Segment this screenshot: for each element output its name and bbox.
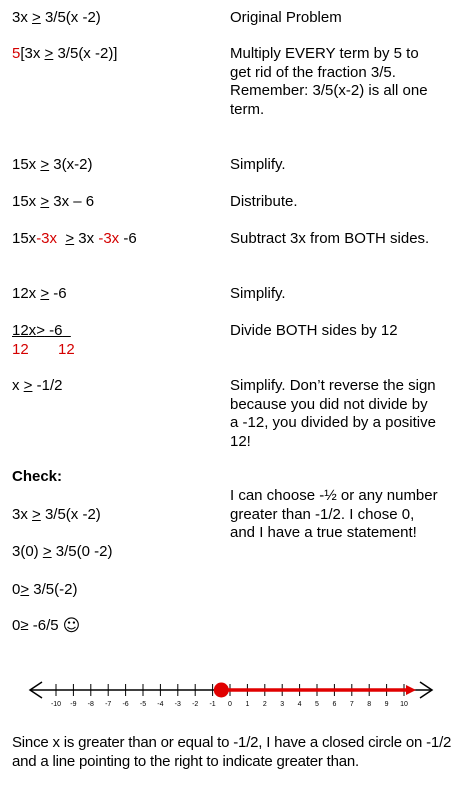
smiley-icon: ☺ — [62, 616, 81, 636]
step-4-expression — [12, 193, 94, 211]
expr-text: 15x — [12, 230, 37, 247]
step-3-expression — [12, 156, 92, 174]
tick-label: -5 — [139, 701, 147, 708]
expr-text: 3/5(x -2)] — [53, 45, 118, 62]
check-line-1 — [12, 506, 101, 524]
expr-text: 0 — [12, 581, 21, 598]
ge-symbol: > — [40, 285, 50, 302]
step-1-expression — [12, 9, 101, 27]
closed-circle — [214, 683, 229, 698]
tick-label: 2 — [262, 701, 267, 708]
step-7-explanation: Divide BOTH sides by 12 — [230, 322, 398, 339]
step-4-explanation: Distribute. — [230, 193, 298, 210]
check-heading: Check: — [12, 468, 63, 485]
expr-text: 0≥ -6/5 — [12, 617, 59, 634]
step-6-explanation: Simplify. — [230, 285, 286, 302]
tick-label: -1 — [209, 701, 216, 708]
ge-symbol: > — [40, 156, 50, 173]
expr-text: 3(x-2) — [49, 156, 93, 173]
expr-text: 3x — [12, 506, 33, 523]
tick-label: 8 — [367, 701, 372, 708]
tick-label: 4 — [297, 701, 302, 708]
step-1-explanation: Original Problem — [230, 9, 342, 26]
numerator-right: -6 — [44, 322, 63, 339]
numerator-left: 12x — [12, 322, 37, 339]
check-note: I can choose -½ or any number greater than -1/2. I chose 0, and I have a true statement! — [230, 487, 438, 541]
tick-label: -9 — [70, 701, 77, 708]
tick-label: -2 — [192, 701, 199, 708]
tick-label: 1 — [245, 701, 250, 708]
tick-label: -7 — [105, 701, 112, 708]
ge-symbol: > — [44, 45, 54, 62]
expr-text: 15x — [12, 156, 41, 173]
check-line-3 — [12, 581, 77, 599]
expr-text: -6 — [119, 230, 137, 247]
ge-symbol: > — [20, 581, 30, 598]
tick-label: 10 — [400, 701, 408, 708]
tick-label: 6 — [332, 701, 337, 708]
red-multiplier: 5 — [12, 45, 21, 62]
check-line-2 — [12, 543, 112, 561]
step-5-expression — [12, 230, 137, 248]
tick-label: -3 — [174, 701, 181, 708]
expr-text: 3/5(0 -2) — [51, 543, 113, 560]
expr-text: 3/5(x -2) — [40, 506, 101, 523]
ge-symbol: > — [40, 193, 50, 210]
expr-text: 3x — [74, 230, 99, 247]
step-7-denominator-left: 12 — [12, 341, 29, 358]
ge-symbol: > — [36, 322, 45, 339]
expr-text: [3x — [20, 45, 45, 62]
tick-label: -4 — [157, 701, 164, 708]
expr-text: 12x — [12, 285, 41, 302]
expr-text: 3(0) — [12, 543, 43, 560]
fraction-bar-extension — [62, 322, 70, 339]
step-7-numerator — [12, 322, 71, 340]
tick-label: -8 — [87, 701, 94, 708]
expr-text: -6 — [49, 285, 67, 302]
tick-label: -6 — [122, 701, 129, 708]
conclusion-text: Since x is greater than or equal to -1/2, I have a closed circle on -1/2 and a line pointing to the right to indicate greater than. — [12, 734, 452, 770]
ge-symbol: > — [32, 506, 41, 523]
step-3-explanation: Simplify. — [230, 156, 286, 173]
expr-text: 3x — [12, 9, 33, 26]
expr-text: 15x — [12, 193, 41, 210]
ge-symbol: > — [65, 230, 75, 247]
tick-label: -10 — [50, 701, 62, 708]
expr-text: x — [12, 377, 24, 394]
tick-label: 9 — [384, 701, 389, 708]
red-term: -3x — [98, 230, 120, 247]
expr-text: 3x – 6 — [49, 193, 95, 210]
tick-label: 5 — [315, 701, 319, 708]
step-8-expression — [12, 377, 62, 395]
step-2-explanation: Multiply EVERY term by 5 to get rid of the fraction 3/5. Remember: 3/5(x-2) is all one term. — [230, 45, 428, 118]
tick-label: 3 — [280, 701, 285, 708]
ge-symbol: > — [23, 377, 33, 394]
ge-symbol: > — [42, 543, 52, 560]
number-line — [0, 670, 452, 710]
step-6-expression — [12, 285, 67, 303]
step-5-explanation: Subtract 3x from BOTH sides. — [230, 230, 430, 247]
expr-text: 3/5(x -2) — [40, 9, 101, 26]
expr-text: -1/2 — [32, 377, 63, 394]
tick-label: 0 — [228, 701, 232, 708]
step-7-denominator-right: 12 — [58, 341, 75, 358]
step-2-expression — [12, 45, 117, 63]
expr-text: 3/5(-2) — [29, 581, 78, 598]
tick-label: 7 — [349, 701, 354, 708]
check-line-4 — [12, 617, 80, 635]
solution-arrow-icon — [406, 685, 416, 695]
red-term: -3x — [36, 230, 58, 247]
step-8-explanation: Simplify. Don’t reverse the sign because you did not divide by a -12, you divided by a positive 12! — [230, 377, 436, 450]
ge-symbol: > — [32, 9, 41, 26]
